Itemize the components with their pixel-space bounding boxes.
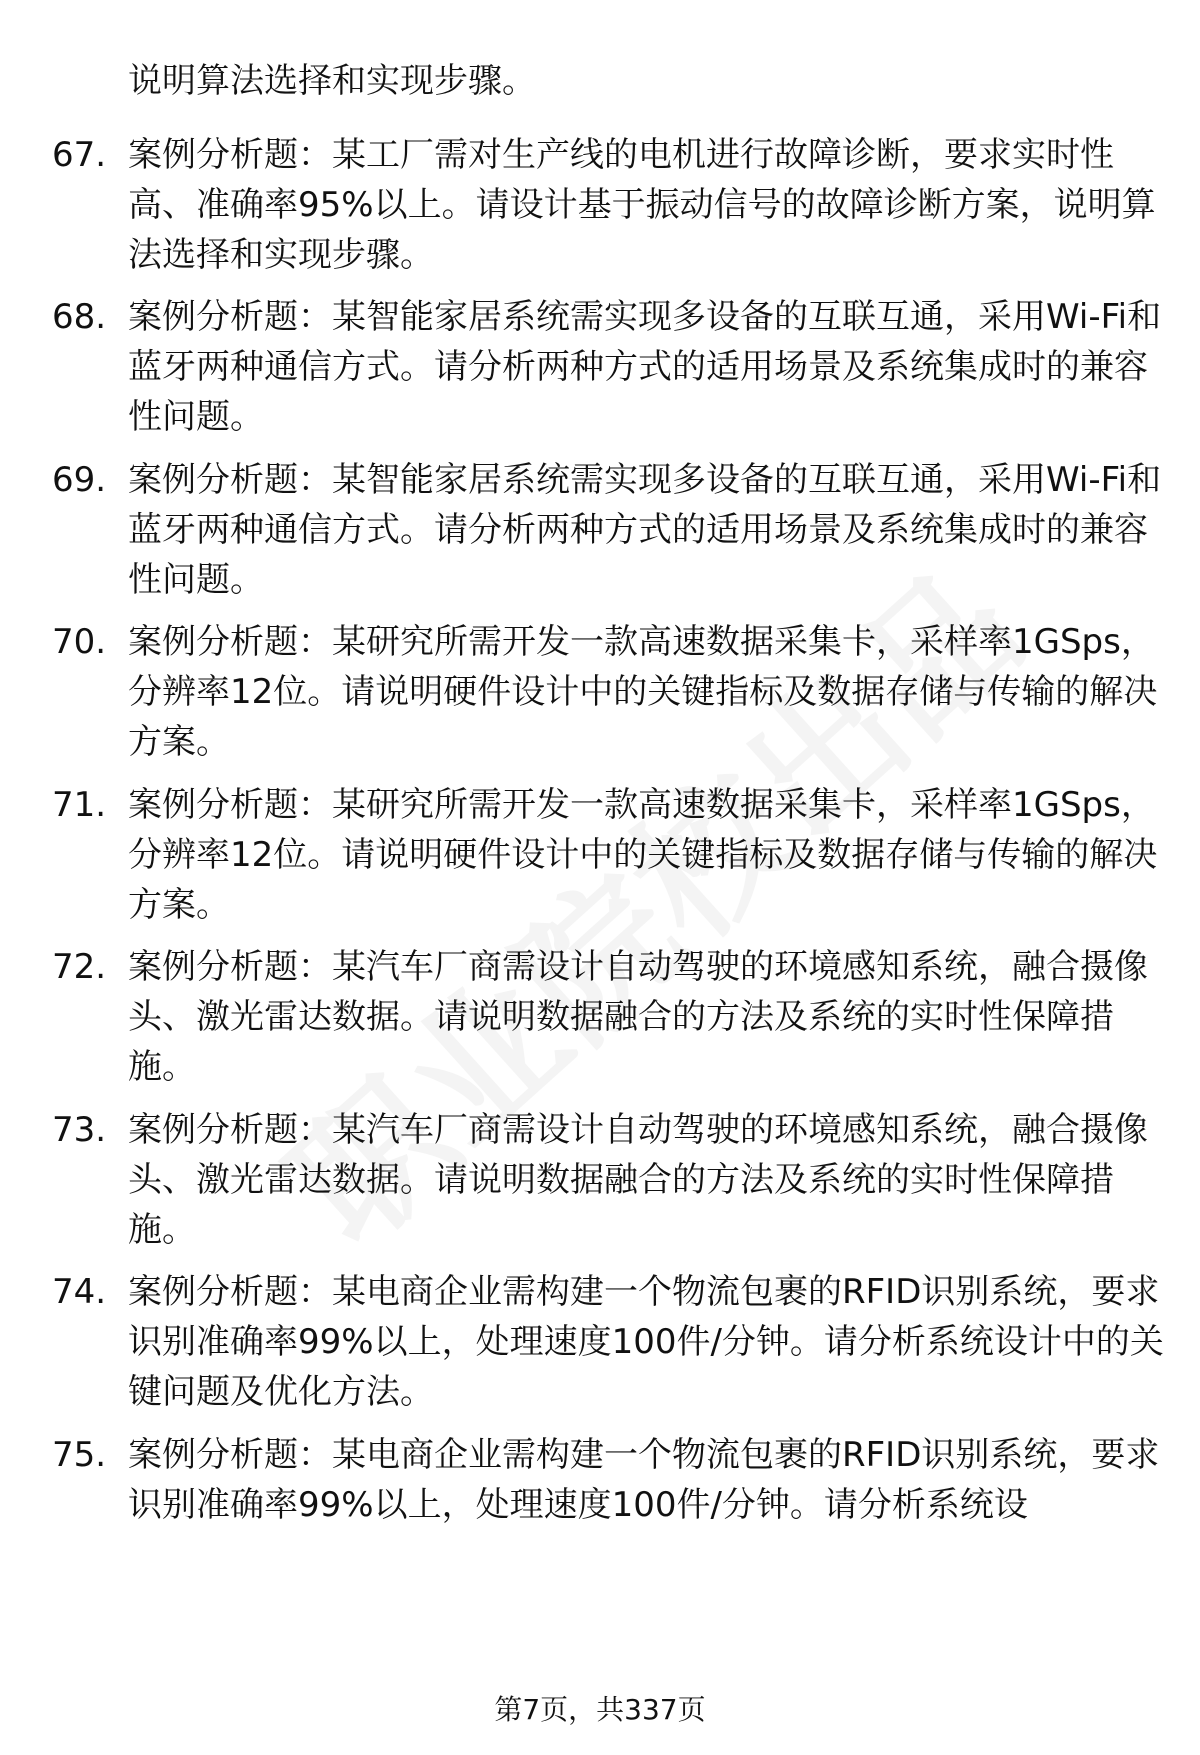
question-text: 案例分析题：某电商企业需构建一个物流包裹的RFID识别系统，要求识别准确率99%以上，处理速度100件/分钟。请分析系统设计中的关键问题及优化方法。 bbox=[128, 1272, 1164, 1412]
continuation-text: 说明算法选择和实现步骤。 bbox=[128, 61, 536, 101]
question-number: 68. bbox=[52, 297, 107, 337]
question-number: 69. bbox=[52, 460, 107, 500]
question-number: 71. bbox=[52, 785, 107, 825]
question-text: 案例分析题：某汽车厂商需设计自动驾驶的环境感知系统，融合摄像头、激光雷达数据。请说明数据融合的方法及系统的实时性保障措施。 bbox=[128, 947, 1148, 1087]
question-text: 案例分析题：某研究所需开发一款高速数据采集卡，采样率1GSps，分辨率12位。请说明硬件设计中的关键指标及数据存储与传输的解决方案。 bbox=[128, 785, 1158, 925]
question-text: 案例分析题：某智能家居系统需实现多设备的互联互通，采用Wi-Fi和蓝牙两种通信方式。请分析两种方式的适用场景及系统集成时的兼容性问题。 bbox=[128, 297, 1162, 437]
page-footer: 第7页，共337页 bbox=[494, 1693, 706, 1726]
question-number: 67. bbox=[52, 135, 107, 175]
question-text: 案例分析题：某电商企业需构建一个物流包裹的RFID识别系统，要求识别准确率99%以上，处理速度100件/分钟。请分析系统设 bbox=[128, 1435, 1160, 1525]
question-text: 案例分析题：某汽车厂商需设计自动驾驶的环境感知系统，融合摄像头、激光雷达数据。请说明数据融合的方法及系统的实时性保障措施。 bbox=[128, 1110, 1148, 1250]
question-number: 75. bbox=[52, 1435, 107, 1475]
question-text: 案例分析题：某研究所需开发一款高速数据采集卡，采样率1GSps，分辨率12位。请说明硬件设计中的关键指标及数据存储与传输的解决方案。 bbox=[128, 622, 1158, 762]
question-number: 70. bbox=[52, 622, 107, 662]
question-number: 73. bbox=[52, 1110, 107, 1150]
question-text: 案例分析题：某工厂需对生产线的电机进行故障诊断，要求实时性高、准确率95%以上。请设计基于振动信号的故障诊断方案，说明算法选择和实现步骤。 bbox=[128, 135, 1156, 275]
question-number: 74. bbox=[52, 1272, 107, 1312]
question-text: 案例分析题：某智能家居系统需实现多设备的互联互通，采用Wi-Fi和蓝牙两种通信方式。请分析两种方式的适用场景及系统集成时的兼容性问题。 bbox=[128, 460, 1162, 600]
question-number: 72. bbox=[52, 947, 107, 987]
